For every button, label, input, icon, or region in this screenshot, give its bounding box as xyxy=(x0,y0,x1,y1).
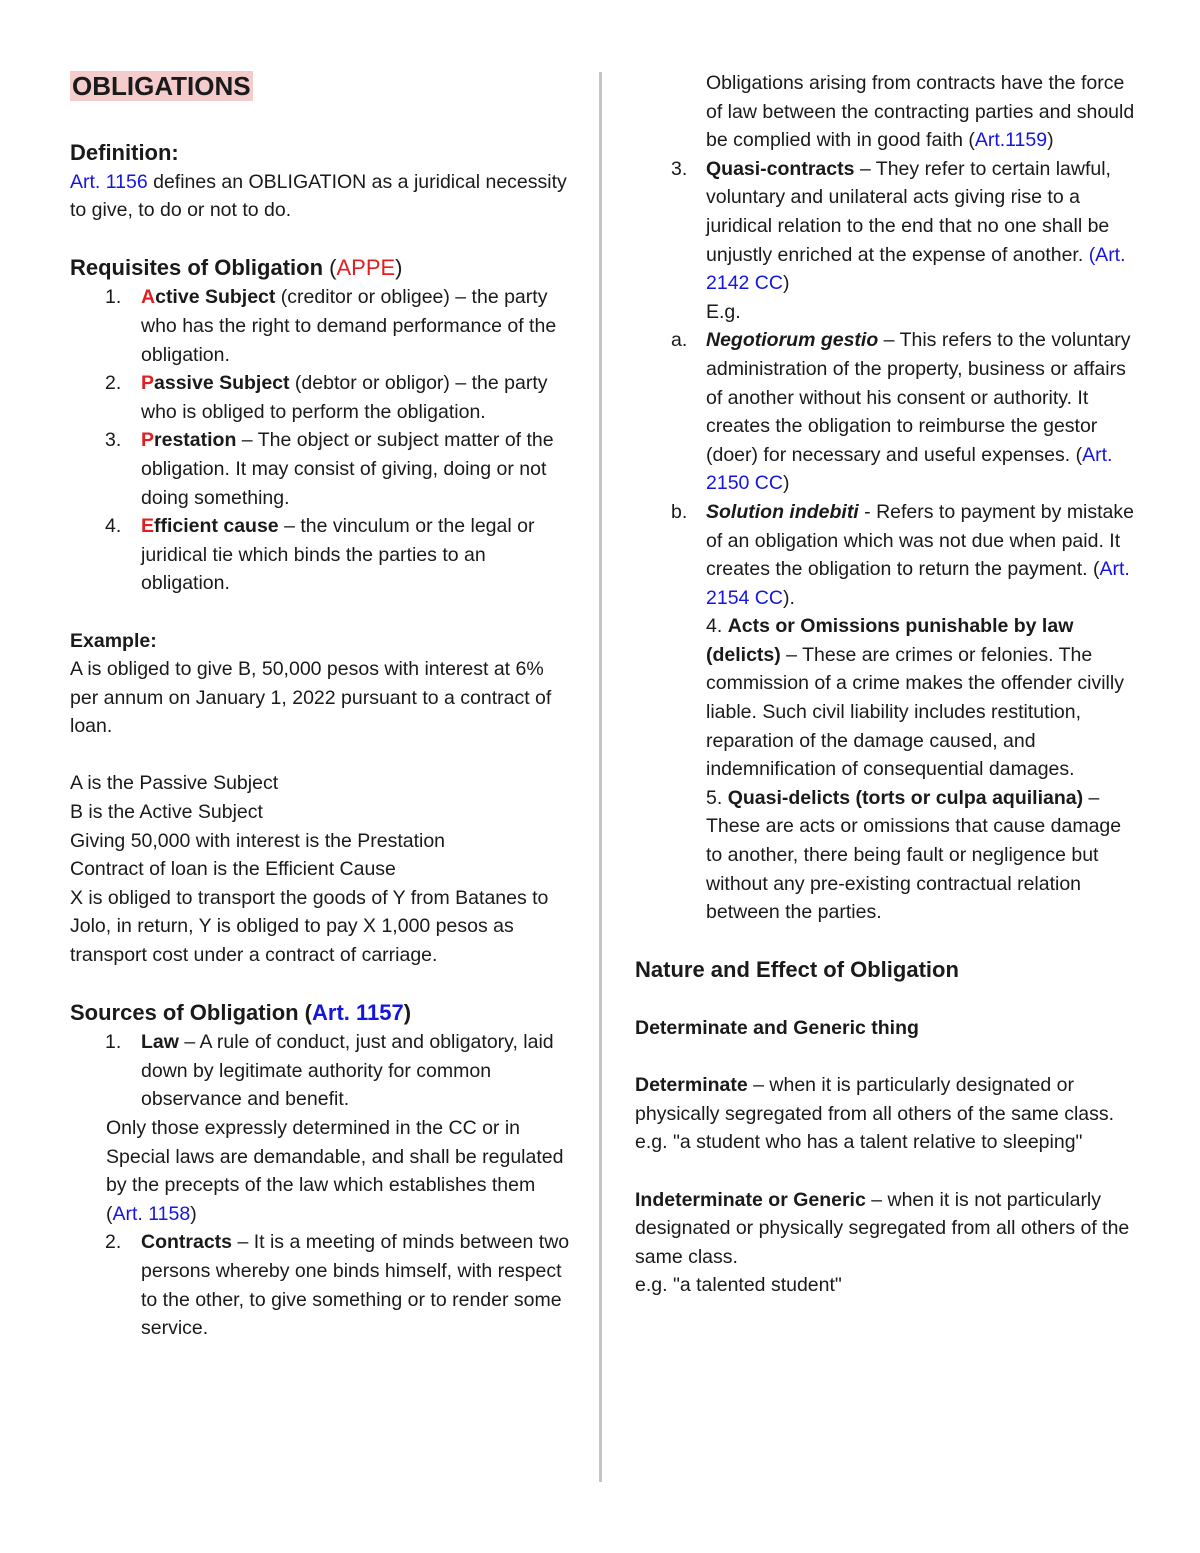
list-item-solutio-indebiti: b. Solution indebiti - Refers to payment by mistake of an obligation which was not due when paid. It creates the obligation to return the payment. (Art. 2154 CC). xyxy=(671,500,1135,609)
acronym-appe: APPE xyxy=(336,255,396,281)
list-item-quasi-contracts: 3. Quasi-contracts – They refer to certain lawful, voluntary and unilateral acts giving rise to a juridical relation to the end that no one shall be unjustly enriched at the expense of another. (Art. 2142 CC) xyxy=(671,157,1126,295)
left-column xyxy=(70,0,575,1343)
eg-label: E.g. xyxy=(706,300,741,323)
list-item-prestation: 3. Prestation – The object or subject matter of the obligation. It may consist of giving, doing or not doing something. xyxy=(105,429,554,509)
example-line: A is the Passive Subject xyxy=(70,772,279,795)
generic-definition: Indeterminate or Generic – when it is not particularly designated or physically segregated from all others of the same class. xyxy=(635,1188,1130,1268)
list-item-negotiorum-gestio: a. Negotiorum gestio – This refers to the voluntary administration of the property, business or affairs of another without his consent or authority. It creates the obligation to reimburse the gestor (doer) for necessary and useful expenses. (Art. 2150 CC) xyxy=(671,329,1131,495)
art-1159-ref: Art.1159 xyxy=(974,129,1048,152)
determinate-definition: Determinate – when it is particularly designated or physically segregated from all others of the same class. xyxy=(635,1074,1115,1125)
list-item-delicts: 4. Acts or Omissions punishable by law (delicts) – These are crimes or felonies. The commission of a crime makes the offender civilly liable. Such civil liability includes restitution, reparation of the damage caused, and indemnification of consequential damages. xyxy=(706,615,1124,781)
art-2154-ref: Art. 2154 CC xyxy=(706,558,1130,609)
example-heading: Example: xyxy=(70,629,157,652)
definition-text: Art. 1156 defines an OBLIGATION as a juridical necessity to give, to do or not to do. xyxy=(70,170,567,222)
example-line: X is obliged to transport the goods of Y from Batanes to Jolo, in return, Y is obliged to pay X 1,000 pesos as transport cost under a contract of carriage. xyxy=(70,886,549,967)
determinate-generic-subheading: Determinate and Generic thing xyxy=(635,1017,919,1039)
list-item-efficient-cause: 4. Efficient cause – the vinculum or the legal or juridical tie which binds the parties to an obligation. xyxy=(105,515,535,595)
determinate-example: e.g. "a student who has a talent relative to sleeping" xyxy=(635,1131,1083,1154)
contracts-note: Obligations arising from contracts have the force of law between the contracting parties and should be complied with in good faith (Art.1159) xyxy=(706,72,1135,152)
example-line: B is the Active Subject xyxy=(70,801,263,824)
list-item-contracts: 2. Contracts – It is a meeting of minds between two persons whereby one binds himself, with respect to the other, to give something or to render some service. xyxy=(105,1231,570,1340)
example-text: A is obliged to give B, 50,000 pesos with interest at 6% per annum on January 1, 2022 pursuant to a contract of loan. xyxy=(70,658,552,738)
art-2142-ref: (Art. 2142 CC xyxy=(706,243,1126,295)
art-1156-ref: Art. 1156 xyxy=(70,170,148,193)
generic-example: e.g. "a talented student" xyxy=(635,1274,842,1297)
law-note: Only those expressly determined in the CC or in Special laws are demandable, and shall be regulated by the precepts of the law which establishes them (Art. 1158) xyxy=(106,1117,564,1225)
art-1157-ref: Art. 1157 xyxy=(312,1000,404,1026)
column-divider xyxy=(599,72,602,1482)
list-item-quasi-delicts: 5. Quasi-delicts (torts or culpa aquiliana) – These are acts or omissions that cause damage to another, there being fault or negligence but without any pre-existing contractual relation between the parties. xyxy=(706,786,1122,924)
definition-heading: Definition: xyxy=(70,139,179,165)
list-item-passive-subject: 2. Passive Subject (debtor or obligor) – the party who is obliged to perform the obligation. xyxy=(105,372,548,423)
right-column xyxy=(635,0,1140,1300)
list-item-active-subject: 1. Active Subject (creditor or obligee) – the party who has the right to demand performance of the obligation. xyxy=(105,286,557,366)
example-line: Contract of loan is the Efficient Cause xyxy=(70,858,396,881)
example-line: Giving 50,000 with interest is the Prestation xyxy=(70,829,446,852)
art-1158-ref: Art. 1158 xyxy=(112,1202,191,1225)
list-item-law: 1. Law – A rule of conduct, just and obligatory, laid down by legitimate authority for common observance and benefit. xyxy=(105,1031,554,1111)
sources-heading: Sources of Obligation (Art. 1157) xyxy=(70,1000,412,1026)
art-2150-ref: Art. 2150 CC xyxy=(706,443,1113,495)
requisites-heading: Requisites of Obligation (APPE) xyxy=(70,255,403,281)
page-title: OBLIGATIONS xyxy=(72,71,251,101)
nature-heading: Nature and Effect of Obligation xyxy=(635,957,959,983)
